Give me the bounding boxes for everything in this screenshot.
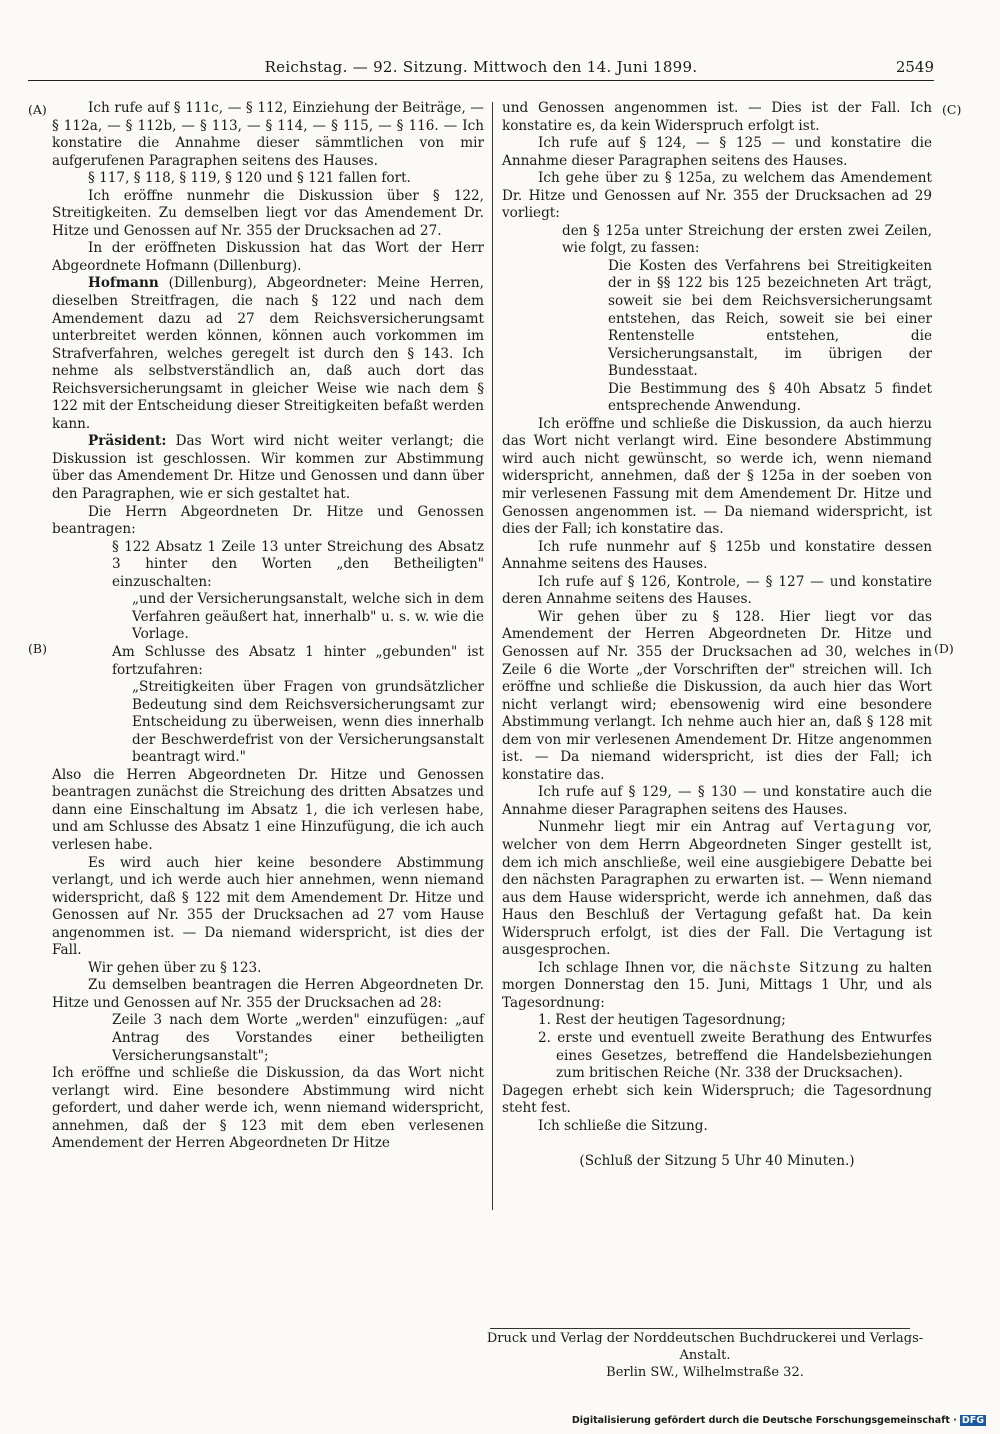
paragraph: Also die Herren Abgeordneten Dr. Hitze und Genossen beantragen zunächst die Streichung des dritten Absatzes und dann eine Einschaltung im Absatz 1, die ich verlesen habe, und am Schlusse des Absatz 1 eine Hinzufügung, die ich auch verlesen habe. <box>52 766 484 853</box>
imprint <box>470 1330 940 1381</box>
speech-paragraph <box>52 275 484 433</box>
paragraph: Dagegen erhebt sich kein Widerspruch; die Tagesordnung steht fest. <box>502 1082 932 1117</box>
paragraph: Ich schlage Ihnen vor, die nächste Sitzung zu halten morgen Donnerstag den 15. Juni, Mittags 1 Uhr, und als Tagesordnung: <box>502 959 933 1011</box>
amendment-quote: Die Kosten des Verfahrens bei Streitigkeiten der in §§ 122 bis 125 bezeichneten Art trägt, soweit sie bei dem Reichsversicherungsamt entstehen, das Reich, soweit sie bei einer Rentenstelle entstehen, die Versicherungsanstalt, im übrigen der Bundesstaat. <box>608 257 932 380</box>
paragraph: Ich schließe die Sitzung. <box>538 1117 708 1134</box>
paragraph: Ich rufe auf § 124, — § 125 — und konstatire die Annahme dieser Paragraphen seitens des Hauses. <box>502 135 932 169</box>
amendment-quote: „Streitigkeiten über Fragen von grundsätzlicher Bedeutung sind dem Reichsversicherungsamt zur Entscheidung zu überweisen, wenn dies innerhalb der Beschwerdefrist von der Versicherungsanstalt beantragt wird." <box>132 679 484 766</box>
session-close: (Schluß der Sitzung 5 Uhr 40 Minuten.) <box>579 1153 855 1170</box>
margin-mark-d: (D) <box>934 641 954 656</box>
paragraph: § 117, § 118, § 119, § 120 und § 121 fallen fort. <box>88 170 411 187</box>
paragraph: In der eröffneten Diskussion hat das Wort der Herr Abgeordnete Hofmann (Dillenburg). <box>52 240 484 274</box>
dfg-logo-icon: DFG <box>961 1415 984 1426</box>
column-divider <box>492 102 493 1210</box>
paragraph: Ich eröffne und schließe die Diskussion, da das Wort nicht verlangt wird. Eine besondere Abstimmung wird nicht gefordert, und daher werde ich, wenn niemand widerspricht, annehmen, daß der § 123 mit dem eben verlesenen Amendement der Herren Abgeordneten Dr Hitze <box>52 1065 484 1152</box>
paragraph: Die Herrn Abgeordneten Dr. Hitze und Genossen beantragen: <box>52 503 484 538</box>
speech-paragraph <box>52 433 484 503</box>
amendment-text: Am Schlusse des Absatz 1 hinter „gebunden" ist fortzufahren: <box>112 643 484 678</box>
margin-mark-b: (B) <box>28 641 47 656</box>
page-number: 2549 <box>895 58 934 76</box>
paragraph: Ich eröffne und schließe die Diskussion, da auch hierzu das Wort nicht verlangt wird. Eine besondere Abstimmung wird auch nicht gewünscht, so werde ich, wenn niemand widerspricht, annehmen, daß der § 125a in der soeben von mir verlesenen Fassung mit dem Amendement Dr. Hitze und Genossen angenommen ist. — Da niemand widerspricht, ist dies der Fall; ich konstatire das. <box>502 415 932 538</box>
left-column <box>52 100 484 1153</box>
paragraph: Ich rufe auf § 129, — § 130 — und konstatire auch die Annahme dieser Paragraphen seitens des Hauses. <box>502 784 932 818</box>
amendment-quote: Zeile 3 nach dem Worte „werden" einzufügen: „auf Antrag des Vorstandes einer betheiligten Versicherungsanstalt"; <box>112 1012 484 1064</box>
agenda-item: 2. erste und eventuell zweite Berathung des Entwurfes eines Gesetzes, betreffend die Handelsbeziehungen zum britischen Reiche (Nr. 338 der Drucksachen). <box>538 1029 932 1082</box>
speech-text: (Dillenburg), Abgeordneter: Meine Herren, dieselben Streitfragen, die nach § 122 und nach dem Amendement dazu ad 27 dem Reichsversicherungsamt unterbreitet werden können, können auch vorkommen im Strafverfahren, welches geregelt ist durch den § 143. Ich nehme als selbstverständlich an, daß auch dort das Reichsversicherungsamt in gleicher Weise wie nach dem § 122 mit der Entscheidung dieser Streitigkeiten befaßt werden kann. <box>52 275 484 432</box>
paragraph: Zu demselben beantragen die Herren Abgeordneten Dr. Hitze und Genossen auf Nr. 355 der Drucksachen ad 28: <box>52 977 484 1011</box>
speaker-name: Präsident: <box>88 433 167 450</box>
margin-mark-c: (C) <box>942 102 962 117</box>
paragraph: Ich rufe auf § 111c, — § 112, Einziehung der Beiträge, — § 112a, — § 112b, — § 113, — § 114, — § 115, — § 116. — Ich konstatire die Annahme dieser sämmtlichen von mir aufgerufenen Paragraphen seitens des Hauses. <box>52 100 484 169</box>
paragraph: Ich gehe über zu § 125a, zu welchem das Amendement Dr. Hitze und Genossen auf Nr. 355 der Drucksachen ad 29 vorliegt: <box>502 170 932 222</box>
amendment-quote: Die Bestimmung des § 40h Absatz 5 findet entsprechende Anwendung. <box>608 380 932 415</box>
paragraph: Ich rufe nunmehr auf § 125b und konstatire dessen Annahme seitens des Hauses. <box>502 538 932 573</box>
digitization-credit <box>572 1415 986 1426</box>
paragraph: Wir gehen über zu § 128. Hier liegt vor das Amendement der Herren Abgeordneten Dr. Hitze und Genossen auf Nr. 355 der Drucksachen ad 30, welches in Zeile 6 die Worte „der Vorschriften der" streichen will. Ich eröffne und schließe die Diskussion, da auch hier das Wort nicht verlangt wird; ebensowenig wird eine besondere Abstimmung verlangt. Ich nehme auch hier an, daß § 128 mit dem von mir verlesenen Amendement Dr. Hitze angenommen ist. — Da niemand widerspricht, ist dies der Fall; ich konstatire das. <box>502 608 932 783</box>
right-column <box>502 100 932 1171</box>
page-header <box>28 58 934 81</box>
agenda-item: 1. Rest der heutigen Tagesordnung; <box>538 1012 786 1029</box>
margin-mark-a: (A) <box>28 102 47 117</box>
amendment-text: § 122 Absatz 1 Zeile 13 unter Streichung des Absatz 3 hinter den Worten „den Betheiligten" einzuschalten: <box>112 538 484 590</box>
paragraph: Nunmehr liegt mir ein Antrag auf Vertagung vor, welcher von dem Herrn Abgeordneten Singer gestellt ist, dem ich mich anschließe, weil eine ausgiebigere Debatte bei den nächsten Paragraphen zu erwarten ist. — Wenn niemand aus dem Hause widerspricht, werde ich annehmen, daß das Haus den Beschluß der Vertagung gefaßt hat. Da kein Widerspruch erfolgt, ist dies der Fall. Die Vertagung ist ausgesprochen. <box>502 819 932 959</box>
paragraph: Es wird auch hier keine besondere Abstimmung verlangt, und ich werde auch hier annehmen, wenn niemand widerspricht, daß § 122 mit dem Amendement Dr. Hitze und Genossen auf Nr. 355 der Drucksachen ad 27 vom Hause angenommen ist. — Da niemand widerspricht, ist dies der Fall. <box>52 854 484 959</box>
header-title: Reichstag. — 92. Sitzung. Mittwoch den 14. Juni 1899. <box>264 58 698 76</box>
paragraph: Ich rufe auf § 126, Kontrole, — § 127 — und konstatire deren Annahme seitens des Hauses. <box>502 573 932 608</box>
paragraph: Ich eröffne nunmehr die Diskussion über § 122, Streitigkeiten. Zu demselben liegt vor das Amendement Dr. Hitze und Genossen auf Nr. 355 der Drucksachen ad 27. <box>52 187 484 239</box>
imprint-line: Berlin SW., Wilhelmstraße 32. <box>606 1365 804 1380</box>
credit-text: Digitalisierung gefördert durch die Deutsche Forschungsgemeinschaft · <box>571 1415 957 1426</box>
imprint-line: Druck und Verlag der Norddeutschen Buchdruckerei und Verlags-Anstalt. <box>486 1331 924 1363</box>
amendment-text: den § 125a unter Streichung der ersten zwei Zeilen, wie folgt, zu fassen: <box>562 222 932 257</box>
speaker-name: Hofmann <box>88 275 159 292</box>
spaced-text: nächste Sitzung <box>729 959 861 976</box>
speech-text: Das Wort wird nicht weiter verlangt; die Diskussion ist geschlossen. Wir kommen zur Abstimmung über das Amendement Dr. Hitze und Genossen und dann über den Paragraphen, wie er sich gestaltet hat. <box>52 433 484 503</box>
paragraph: Wir gehen über zu § 123. <box>88 959 262 976</box>
footer-rule <box>490 1328 910 1329</box>
spaced-text: Vertagung <box>813 819 896 836</box>
paragraph: und Genossen angenommen ist. — Dies ist der Fall. Ich konstatire es, da kein Widerspruch erfolgt ist. <box>502 100 932 134</box>
amendment-quote: „und der Versicherungsanstalt, welche sich in dem Verfahren geäußert hat, innerhalb" u. s. w. wie die Vorlage. <box>132 591 484 643</box>
